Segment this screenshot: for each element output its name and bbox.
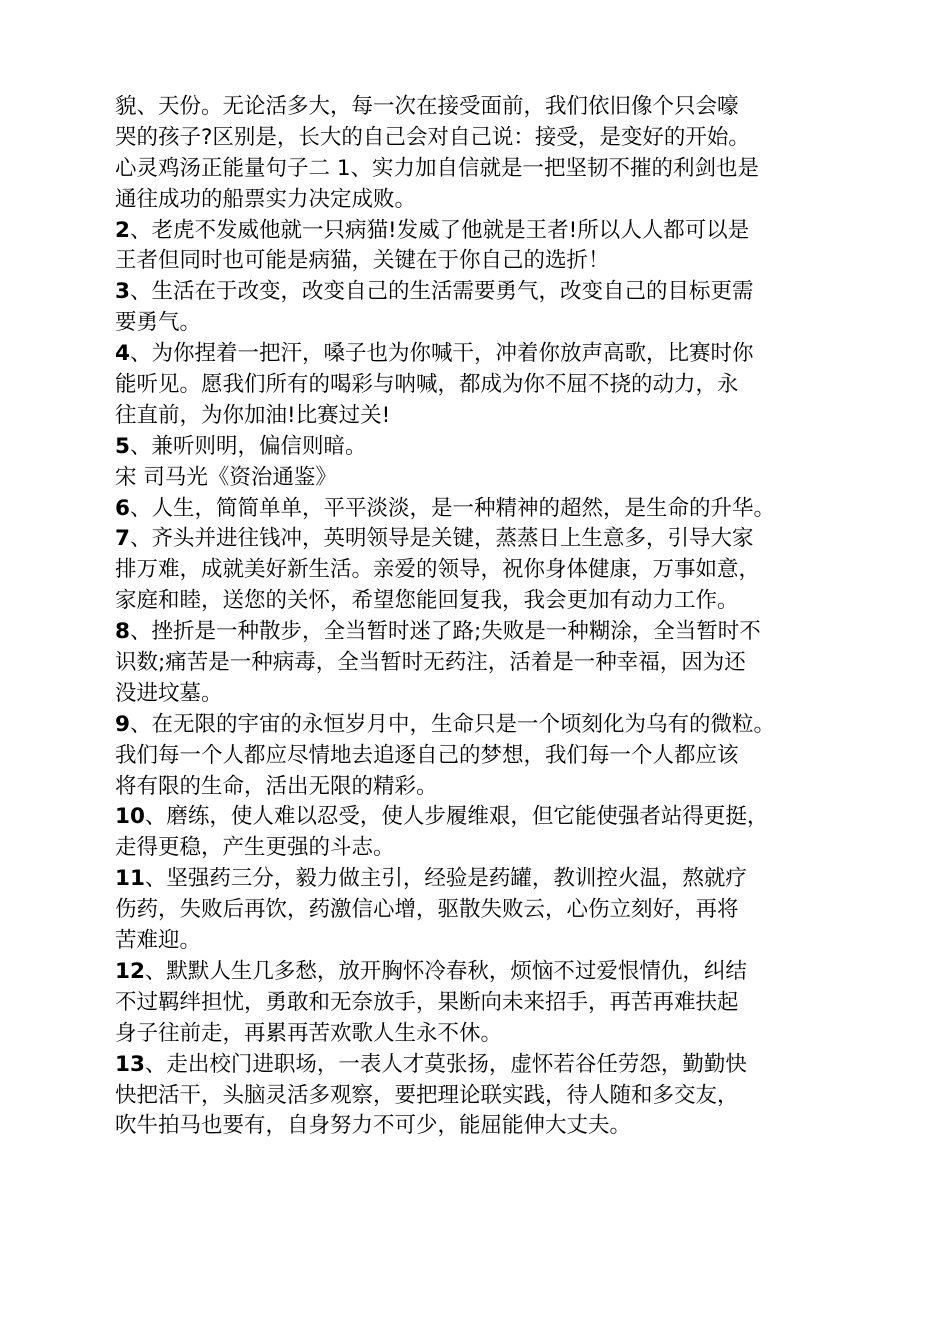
line-text: 、坚强药三分，毅力做主引，经验是药罐，教训控火温，熬就疗 [144, 866, 747, 892]
line-text: 貌、天份。无论活多大，每一次在接受面前，我们依旧像个只会嚎 [115, 94, 739, 119]
item-number: 13 [115, 1051, 145, 1077]
line-text: 宋 司马光《资治通鉴》 [115, 464, 337, 490]
line-text: 苦难迎。 [115, 928, 202, 954]
item-number: 5 [115, 433, 130, 459]
text-line [115, 494, 855, 525]
item-number: 7 [115, 526, 130, 552]
text-line [115, 216, 855, 247]
text-line [115, 154, 855, 185]
line-text: 身子往前走，再累再苦欢歌人生永不休。 [115, 1020, 503, 1046]
line-text: 我们每一个人都应尽情地去追逐自己的梦想，我们每一个人都应该 [115, 742, 739, 768]
text-line [115, 524, 855, 555]
line-text: 走得更稳，产生更强的斗志。 [115, 835, 395, 861]
text-line [115, 185, 855, 216]
text-line [115, 864, 855, 895]
line-text: 哭的孩子?区别是，长大的自己会对自己说：接受，是变好的开始。 [115, 124, 750, 150]
line-text: 、兼听则明，偏信则暗。 [129, 433, 367, 459]
line-text: 伤药，失败后再饮，药激信心增，驱散失败云，心伤立刻好，再将 [115, 897, 739, 923]
line-text: 、生活在于改变，改变自己的生活需要勇气，改变自己的目标更需 [129, 279, 754, 305]
text-line [115, 123, 855, 154]
line-text: 、在无限的宇宙的永恒岁月中，生命只是一个顷刻化为乌有的微粒。 [129, 711, 775, 737]
line-text: 、人生，简简单单，平平淡淡，是一种精神的超然，是生命的升华。 [129, 495, 775, 521]
text-line [115, 555, 855, 586]
item-number: 2 [115, 217, 130, 243]
line-text: 、齐头并进往钱冲，英明领导是关键，蒸蒸日上生意多，引导大家 [129, 526, 754, 552]
text-line [115, 772, 855, 803]
text-line [115, 92, 855, 123]
line-text: 、磨练，使人难以忍受，使人步履维艰，但它能使强者站得更挺， [144, 804, 769, 830]
text-line [115, 988, 855, 1019]
line-text: 、挫折是一种散步，全当暂时迷了路;失败是一种糊涂，全当暂时不 [129, 619, 761, 645]
line-text: 不过羁绊担忧，勇敢和无奈放手，果断向未来招手，再苦再难扶起 [115, 989, 739, 1015]
text-line [115, 679, 855, 710]
text-line [115, 802, 855, 833]
text-line [115, 246, 855, 277]
text-line [115, 1019, 855, 1050]
text-line [115, 401, 855, 432]
text-line [115, 926, 855, 957]
text-line [115, 710, 855, 741]
line-text: 识数;痛苦是一种病毒，全当暂时无药注，活着是一种幸福，因为还 [115, 650, 746, 676]
line-text: 王者但同时也可能是病猫，关键在于你自己的选折！ [115, 248, 610, 274]
text-line [115, 1050, 855, 1081]
line-text: 排万难，成就美好新生活。亲爱的领导，祝你身体健康，万事如意， [115, 557, 761, 583]
text-line [115, 1111, 855, 1142]
line-text: 、老虎不发威他就一只病猫!发威了他就是王者!所以人人都可以是 [129, 217, 750, 243]
text-line [115, 370, 855, 401]
line-text: 、走出校门进职场，一表人才莫张扬，虚怀若谷任劳怨，勤勤快 [144, 1051, 747, 1077]
item-number: 8 [115, 619, 130, 645]
line-text: 心灵鸡汤正能量句子二 1、实力加自信就是一把坚韧不摧的利剑也是 [115, 155, 760, 181]
text-line [115, 833, 855, 864]
document-body [115, 92, 855, 1142]
text-line [115, 617, 855, 648]
text-line [115, 895, 855, 926]
text-line [115, 308, 855, 339]
text-line [115, 741, 855, 772]
text-line [115, 648, 855, 679]
item-number: 11 [115, 866, 145, 892]
text-line [115, 463, 855, 494]
line-text: 将有限的生命，活出无限的精彩。 [115, 773, 438, 799]
text-line [115, 957, 855, 988]
item-number: 12 [115, 958, 145, 984]
text-line [115, 1081, 855, 1112]
line-text: 要勇气。 [115, 310, 202, 336]
line-text: 往直前，为你加油!比赛过关! [115, 402, 391, 428]
item-number: 9 [115, 711, 130, 737]
text-line [115, 339, 855, 370]
line-text: 能听见。愿我们所有的喝彩与呐喊，都成为你不屈不挠的动力，永 [115, 372, 739, 398]
item-number: 4 [115, 341, 130, 367]
line-text: 快把活干，头脑灵活多观察，要把理论联实践，待人随和多交友， [115, 1082, 739, 1108]
line-text: 、默默人生几多愁，放开胸怀冷春秋，烦恼不过爱恨情仇，纠结 [144, 958, 747, 984]
line-text: 没进坟墓。 [115, 680, 223, 706]
item-number: 6 [115, 495, 130, 521]
item-number: 3 [115, 279, 130, 305]
text-line [115, 586, 855, 617]
text-line [115, 277, 855, 308]
text-line [115, 432, 855, 463]
line-text: 、为你捏着一把汗，嗓子也为你喊干，冲着你放声高歌，比赛时你 [129, 341, 754, 367]
line-text: 通往成功的船票实力决定成败。 [115, 186, 417, 212]
line-text: 吹牛拍马也要有，自身努力不可少，能屈能伸大丈夫。 [115, 1113, 632, 1139]
item-number: 10 [115, 804, 145, 830]
line-text: 家庭和睦，送您的关怀，希望您能回复我，我会更加有动力工作。 [115, 588, 739, 614]
